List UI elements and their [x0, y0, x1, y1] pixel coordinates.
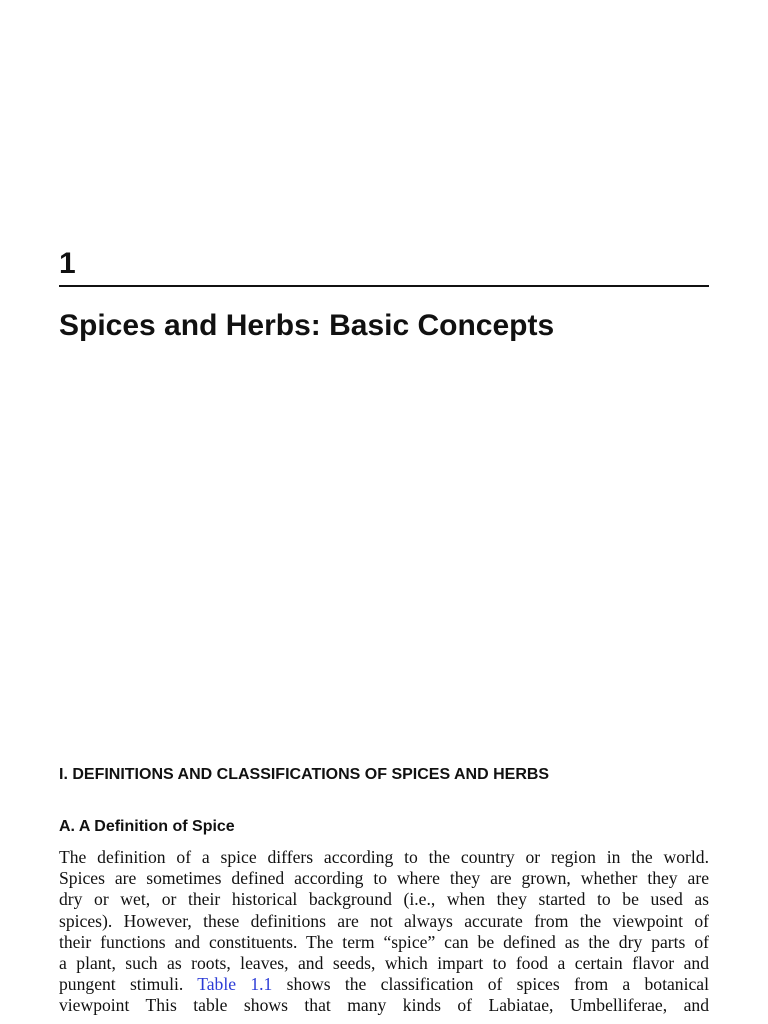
paragraph-line-with-link — [59, 974, 709, 995]
chapter-title: Spices and Herbs: Basic Concepts — [59, 309, 555, 342]
paragraph-text: shows the classification of spices from a botanical — [286, 974, 709, 995]
paragraph-line: The definition of a spice differs according to the country or region in the world. — [59, 847, 709, 867]
paragraph-line: Spices are sometimes defined according to where they are grown, whether they are — [59, 868, 709, 889]
paragraph-line: a plant, such as roots, leaves, and seeds, which impart to food a certain flavor and — [59, 952, 709, 973]
paragraph-line: their functions and constituents. The term “spice” can be defined as the dry parts of — [59, 931, 709, 952]
chapter-divider — [59, 285, 709, 287]
definition-paragraph — [59, 847, 709, 1017]
subsection-heading: A. A Definition of Spice — [59, 818, 235, 835]
paragraph-line: dry or wet, or their historical background (i.e., when they started to be used as — [59, 889, 709, 910]
table-reference-link[interactable]: Table 1.1 — [197, 974, 273, 995]
paragraph-line: spices). However, these definitions are not always accurate from the viewpoint of — [59, 910, 709, 931]
paragraph-line: viewpoint This table shows that many kinds of Labiatae, Umbelliferae, and — [59, 995, 709, 1016]
chapter-number: 1 — [59, 247, 76, 280]
section-heading: I. DEFINITIONS AND CLASSIFICATIONS OF SPICES AND HERBS — [59, 766, 550, 783]
paragraph-text: pungent stimuli. — [59, 974, 184, 995]
